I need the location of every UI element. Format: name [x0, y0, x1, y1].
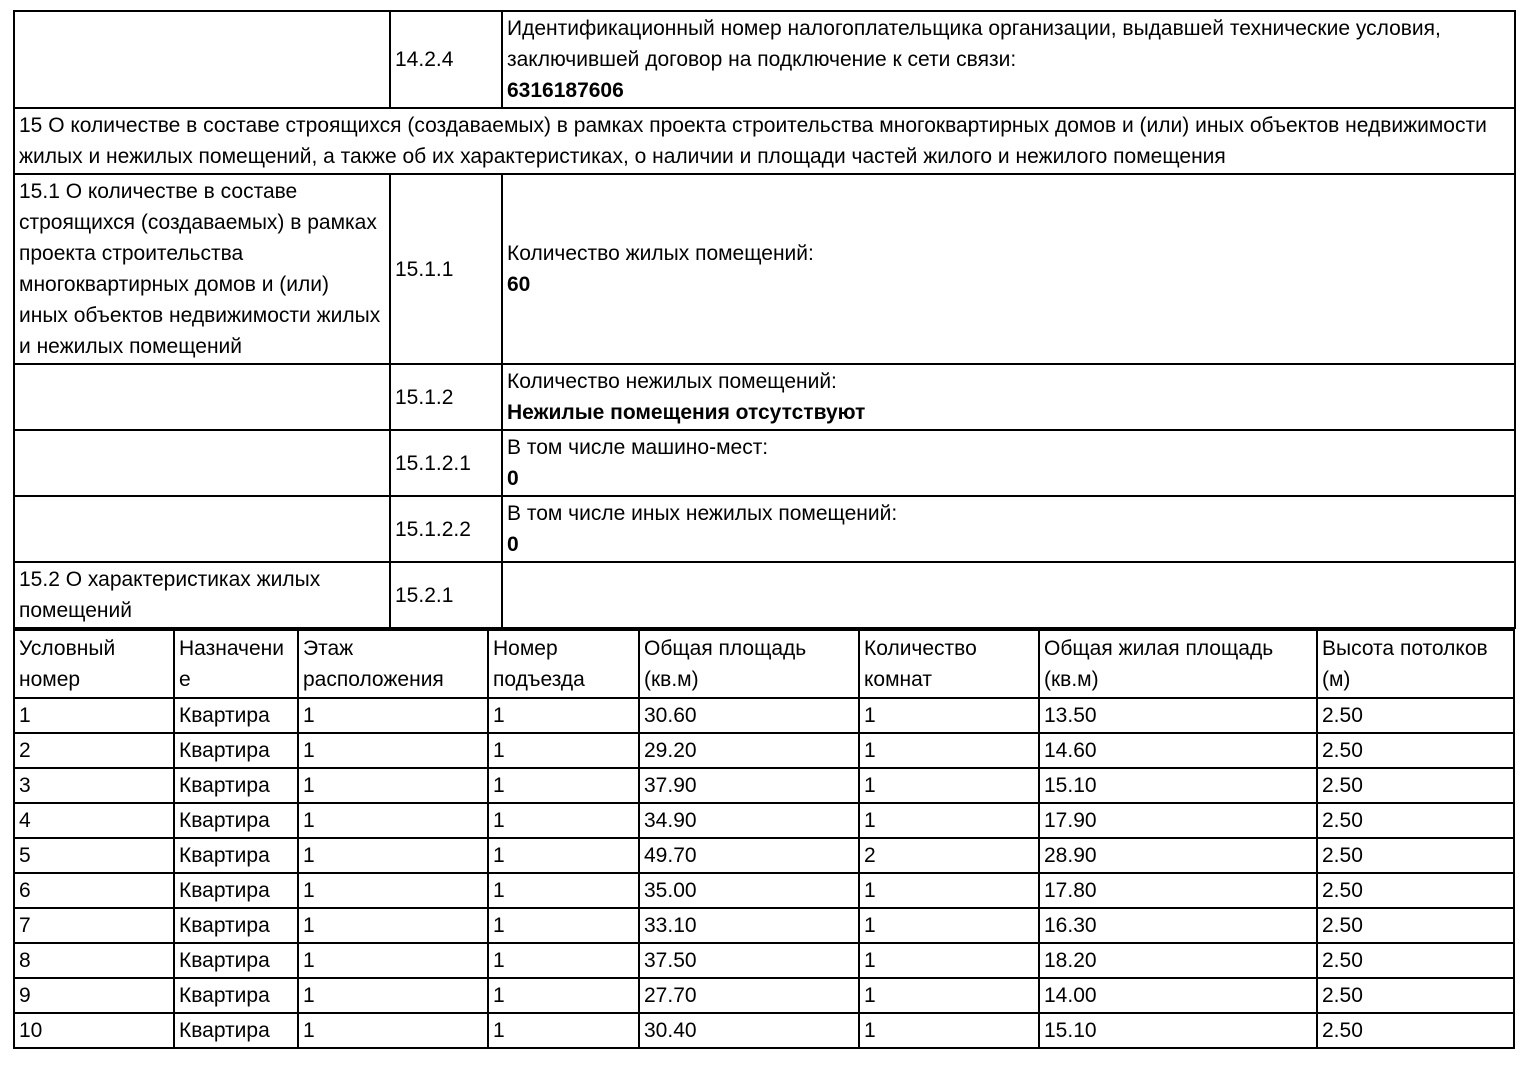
apartment-cell: 3	[14, 768, 174, 803]
apartment-cell: 1	[488, 698, 639, 733]
apartment-cell: 1	[488, 873, 639, 908]
field-label: В том числе иных нежилых помещений:	[507, 502, 898, 525]
apartment-row	[14, 943, 1514, 978]
row-14-2-4-left-cell	[14, 11, 390, 108]
apartments-header-cell: Высота потолков (м)	[1317, 630, 1514, 698]
field-value: 6316187606	[507, 79, 624, 102]
apartment-cell: 10	[14, 1013, 174, 1048]
apartment-cell: 1	[488, 838, 639, 873]
apartment-cell: 1	[488, 803, 639, 838]
apartment-cell: 1	[488, 978, 639, 1013]
apartment-cell: 18.20	[1039, 943, 1317, 978]
apartment-cell: 35.00	[639, 873, 859, 908]
apartment-cell: 1	[298, 698, 488, 733]
apartment-cell: Квартира	[174, 873, 298, 908]
apartment-cell: Квартира	[174, 803, 298, 838]
apartment-cell: Квартира	[174, 733, 298, 768]
apartment-cell: 1	[859, 908, 1039, 943]
row-15-1-2-1-content	[502, 430, 1515, 496]
apartment-cell: 1	[298, 838, 488, 873]
apartment-cell: 1	[859, 768, 1039, 803]
field-label: Идентификационный номер налогоплательщика организации, выдавшей технические условия, заключившей договор на подключение к сети связи:	[507, 17, 1441, 71]
apartment-cell: 1	[859, 698, 1039, 733]
apartment-cell: 1	[298, 978, 488, 1013]
field-value: 0	[507, 467, 519, 490]
apartment-cell: 4	[14, 803, 174, 838]
apartment-cell: 1	[859, 803, 1039, 838]
apartment-cell: 7	[14, 908, 174, 943]
apartment-cell: 8	[14, 943, 174, 978]
apartment-cell: 1	[859, 873, 1039, 908]
apartment-cell: 1	[298, 943, 488, 978]
apartment-cell: Квартира	[174, 943, 298, 978]
apartments-header-cell: Этаж расположения	[298, 630, 488, 698]
row-15-1-2-content	[502, 364, 1515, 430]
apartment-row	[14, 873, 1514, 908]
apartment-row	[14, 803, 1514, 838]
section-15-header-row	[14, 108, 1515, 174]
apartment-row	[14, 768, 1514, 803]
apartment-cell: 1	[298, 1013, 488, 1048]
apartment-cell: Квартира	[174, 978, 298, 1013]
apartments-table-body	[14, 698, 1514, 1048]
apartment-cell: 2.50	[1317, 733, 1514, 768]
row-15-1-code: 15.1.1	[390, 174, 502, 364]
apartment-cell: 1	[859, 978, 1039, 1013]
apartment-row	[14, 838, 1514, 873]
apartment-cell: Квартира	[174, 1013, 298, 1048]
apartment-row	[14, 978, 1514, 1013]
apartment-cell: 1	[859, 943, 1039, 978]
apartment-cell: 1	[859, 733, 1039, 768]
apartments-table	[13, 629, 1515, 1049]
apartment-cell: 2.50	[1317, 943, 1514, 978]
apartments-header-cell: Условный номер	[14, 630, 174, 698]
apartment-cell: 1	[488, 943, 639, 978]
apartment-cell: 30.60	[639, 698, 859, 733]
apartment-cell: 30.40	[639, 1013, 859, 1048]
row-15-1-2	[14, 364, 1515, 430]
row-15-2	[14, 562, 1515, 628]
row-15-2-content	[502, 562, 1515, 628]
apartment-cell: 37.50	[639, 943, 859, 978]
apartment-cell: 5	[14, 838, 174, 873]
section-15-header: 15 О количестве в составе строящихся (создаваемых) в рамках проекта строительства многоквартирных домов и (или) иных объектов недвижимости жилых и нежилых помещений, а также об их характеристиках, о наличии и площади частей жилого и нежилого помещения	[14, 108, 1515, 174]
apartment-cell: 6	[14, 873, 174, 908]
field-label: Количество жилых помещений:	[507, 242, 814, 265]
apartment-cell: 2	[859, 838, 1039, 873]
apartment-cell: 1	[488, 1013, 639, 1048]
apartment-cell: Квартира	[174, 698, 298, 733]
apartment-cell: 1	[488, 768, 639, 803]
apartment-cell: 1	[488, 733, 639, 768]
apartment-cell: 1	[298, 873, 488, 908]
apartment-cell: 16.30	[1039, 908, 1317, 943]
row-14-2-4	[14, 11, 1515, 108]
row-15-2-left-label: 15.2 О характеристиках жилых помещений	[14, 562, 390, 628]
declaration-section-table	[13, 10, 1516, 629]
row-15-2-code: 15.2.1	[390, 562, 502, 628]
apartment-cell: 2.50	[1317, 803, 1514, 838]
apartments-header-cell: Назначение	[174, 630, 298, 698]
apartment-cell: 49.70	[639, 838, 859, 873]
apartment-cell: 17.80	[1039, 873, 1317, 908]
apartment-row	[14, 698, 1514, 733]
apartment-cell: 37.90	[639, 768, 859, 803]
row-15-1-2-2-content	[502, 496, 1515, 562]
row-15-1-2-left-cell	[14, 364, 390, 430]
apartment-cell: 14.60	[1039, 733, 1317, 768]
apartment-cell: 27.70	[639, 978, 859, 1013]
row-15-1-2-1-left-cell	[14, 430, 390, 496]
apartment-cell: 14.00	[1039, 978, 1317, 1013]
apartment-cell: 2.50	[1317, 838, 1514, 873]
apartments-header-cell: Номер подъезда	[488, 630, 639, 698]
apartments-header-cell: Общая жилая площадь (кв.м)	[1039, 630, 1317, 698]
apartment-cell: 13.50	[1039, 698, 1317, 733]
apartment-cell: 1	[14, 698, 174, 733]
apartment-cell: 1	[298, 908, 488, 943]
apartment-cell: 15.10	[1039, 1013, 1317, 1048]
apartment-cell: 2.50	[1317, 978, 1514, 1013]
row-15-1-left-label: 15.1 О количестве в составе строящихся (создаваемых) в рамках проекта строительства многоквартирных домов и (или) иных объектов недвижимости жилых и нежилых помещений	[14, 174, 390, 364]
apartment-cell: 1	[488, 908, 639, 943]
apartment-cell: 28.90	[1039, 838, 1317, 873]
field-value: 60	[507, 273, 531, 296]
field-value: 0	[507, 533, 519, 556]
row-14-2-4-content	[502, 11, 1515, 108]
row-15-1-content	[502, 174, 1515, 364]
apartment-cell: 33.10	[639, 908, 859, 943]
apartment-cell: 2.50	[1317, 873, 1514, 908]
apartments-header-cell: Общая площадь (кв.м)	[639, 630, 859, 698]
apartment-cell: 2.50	[1317, 1013, 1514, 1048]
apartment-cell: 1	[298, 803, 488, 838]
row-15-1-2-1-code: 15.1.2.1	[390, 430, 502, 496]
row-14-2-4-code: 14.2.4	[390, 11, 502, 108]
apartment-cell: 29.20	[639, 733, 859, 768]
apartment-cell: Квартира	[174, 838, 298, 873]
apartments-header-cell: Количество комнат	[859, 630, 1039, 698]
apartment-cell: 17.90	[1039, 803, 1317, 838]
apartment-cell: Квартира	[174, 908, 298, 943]
apartment-cell: 1	[859, 1013, 1039, 1048]
apartment-cell: 2.50	[1317, 908, 1514, 943]
apartment-cell: 15.10	[1039, 768, 1317, 803]
row-15-1-2-2	[14, 496, 1515, 562]
row-15-1-2-1	[14, 430, 1515, 496]
row-15-1-2-2-code: 15.1.2.2	[390, 496, 502, 562]
apartment-cell: 1	[298, 768, 488, 803]
field-label: Количество нежилых помещений:	[507, 370, 837, 393]
apartment-cell: 2.50	[1317, 768, 1514, 803]
apartment-row	[14, 908, 1514, 943]
row-15-1-2-code: 15.1.2	[390, 364, 502, 430]
apartment-cell: 9	[14, 978, 174, 1013]
field-value: Нежилые помещения отсутствуют	[507, 401, 866, 424]
apartment-row	[14, 733, 1514, 768]
field-label: В том числе машино-мест:	[507, 436, 769, 459]
apartment-cell: 2.50	[1317, 698, 1514, 733]
apartment-row	[14, 1013, 1514, 1048]
row-15-1	[14, 174, 1515, 364]
apartments-header-row	[14, 630, 1514, 698]
row-15-1-2-2-left-cell	[14, 496, 390, 562]
apartment-cell: 2	[14, 733, 174, 768]
apartment-cell: 34.90	[639, 803, 859, 838]
apartment-cell: Квартира	[174, 768, 298, 803]
apartment-cell: 1	[298, 733, 488, 768]
